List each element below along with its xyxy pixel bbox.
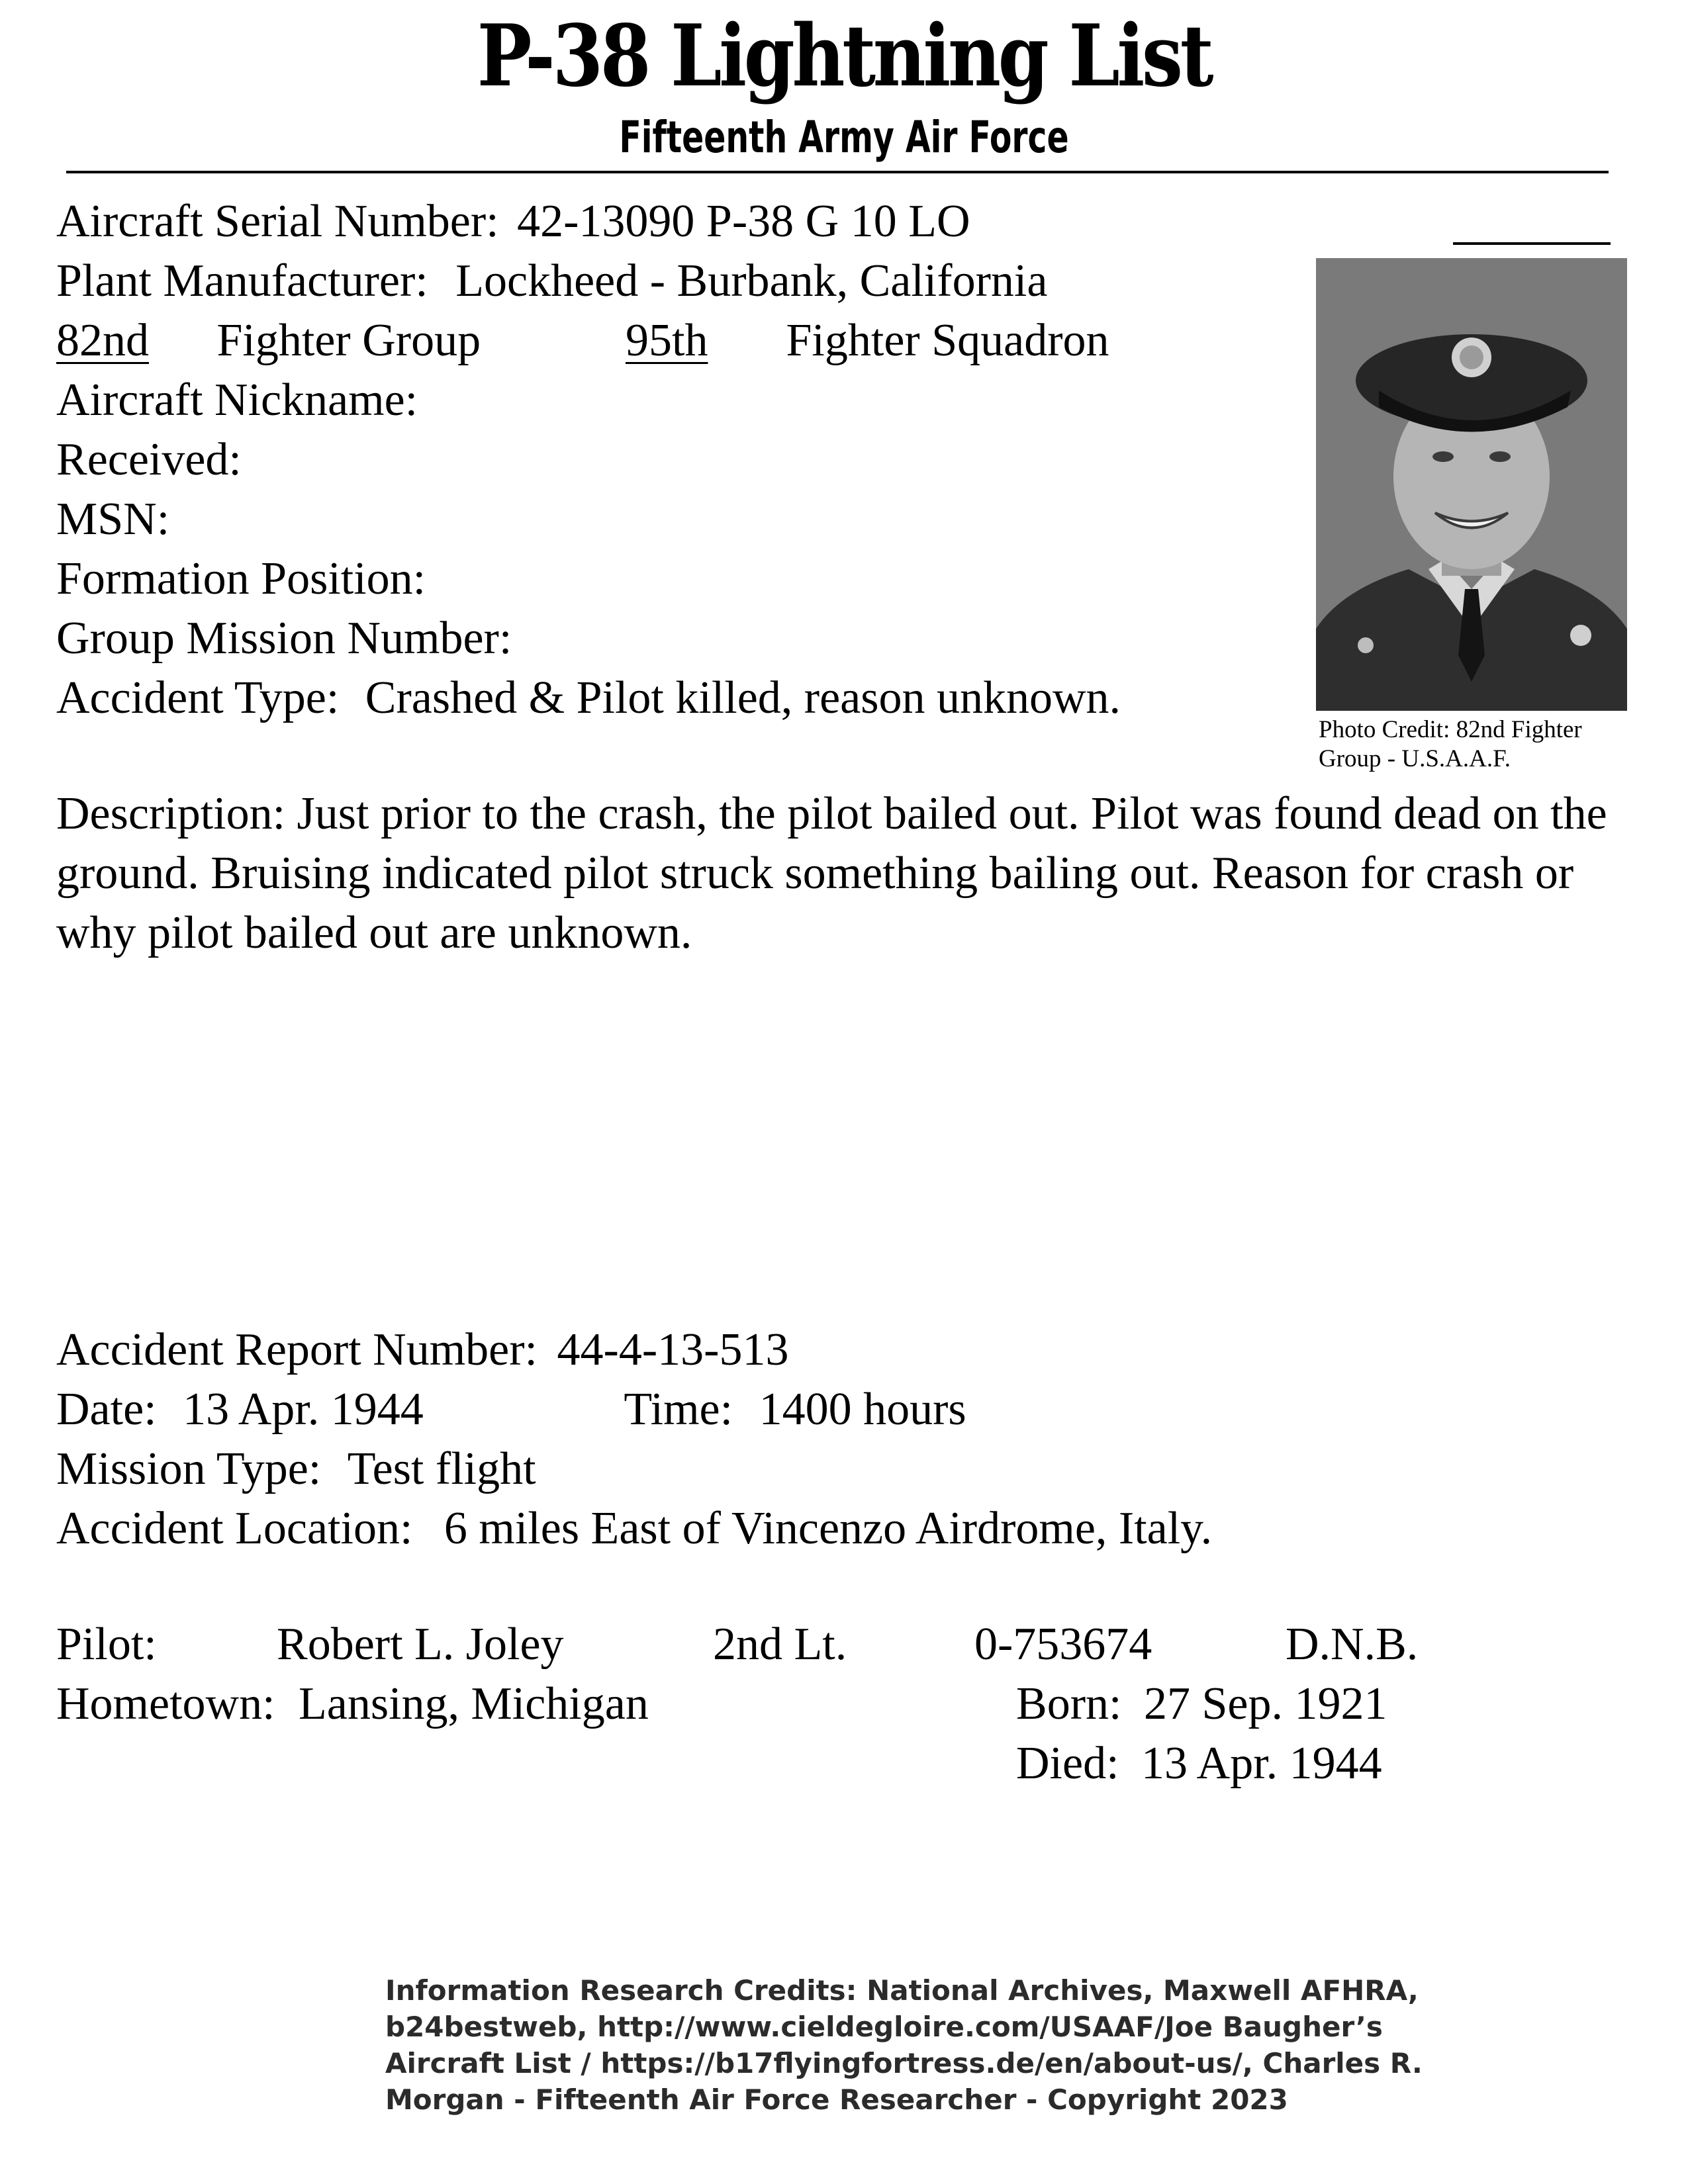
accident-type-label: Accident Type:	[56, 672, 340, 723]
squadron-label: Fighter Squadron	[786, 315, 1109, 366]
hometown-row	[56, 1674, 649, 1734]
manufacturer-value: Lockheed - Burbank, California	[455, 255, 1048, 306]
photo-credit-line1: Photo Credit: 82nd Fighter	[1319, 716, 1582, 743]
accident-location-value: 6 miles East of Vincenzo Airdrome, Italy.	[444, 1503, 1213, 1554]
pilot-rank: 2nd Lt.	[713, 1619, 847, 1670]
credits-line1: Information Research Credits: National Archives, Maxwell AFHRA,	[385, 1974, 1419, 2007]
photo-credit-line2: Group - U.S.A.A.F.	[1319, 745, 1511, 772]
report-number-row	[56, 1320, 788, 1380]
accident-type-value: Crashed & Pilot killed, reason unknown.	[365, 672, 1121, 723]
msn-label: MSN:	[56, 494, 170, 545]
serial-value: 42-13090 P-38 G 10 LO	[517, 196, 970, 247]
pilot-portrait-image	[1316, 258, 1627, 711]
hometown-value: Lansing, Michigan	[299, 1678, 649, 1729]
accident-type-row	[56, 668, 1121, 728]
hometown-label: Hometown:	[56, 1678, 275, 1729]
report-number-label: Accident Report Number:	[56, 1324, 538, 1375]
accident-location-row	[56, 1499, 1212, 1559]
mission-type-row	[56, 1439, 536, 1499]
mission-type-value: Test flight	[347, 1443, 536, 1494]
pilot-photo	[1316, 258, 1627, 711]
credits-line3: Aircraft List / https://b17flyingfortress.de/en/about-us/, Charles R.	[385, 2047, 1423, 2079]
credits-line2: b24bestweb, http://www.cieldegloire.com/USAAF/Joe Baugher’s	[385, 2011, 1383, 2043]
credits-line4: Morgan - Fifteenth Air Force Researcher - Copyright 2023	[385, 2083, 1288, 2116]
nickname-label: Aircraft Nickname:	[56, 375, 418, 426]
date-label: Date:	[56, 1384, 157, 1435]
blank-underline	[1453, 242, 1611, 245]
serial-row	[56, 192, 970, 251]
born-label: Born:	[1016, 1678, 1122, 1729]
born-value: 27 Sep. 1921	[1143, 1678, 1387, 1729]
group-value: 82nd	[56, 315, 149, 366]
time-value: 1400 hours	[759, 1384, 966, 1435]
died-label: Died:	[1016, 1738, 1119, 1789]
manufacturer-row	[56, 251, 1047, 311]
report-number-value: 44-4-13-513	[557, 1324, 789, 1375]
group-squadron-row	[56, 311, 1109, 371]
died-row	[1016, 1734, 1382, 1794]
formation-position-label: Formation Position:	[56, 553, 426, 604]
pilot-name: Robert L. Joley	[277, 1619, 564, 1670]
header-divider	[66, 171, 1609, 173]
received-label: Received:	[56, 434, 242, 485]
serial-label: Aircraft Serial Number:	[56, 196, 499, 247]
pilot-label: Pilot:	[56, 1619, 157, 1670]
group-label: Fighter Group	[216, 315, 481, 366]
page-subtitle: Fifteenth Army Air Force	[619, 112, 1069, 163]
born-row	[1016, 1674, 1387, 1734]
manufacturer-label: Plant Manufacturer:	[56, 255, 428, 306]
date-value: 13 Apr. 1944	[183, 1384, 424, 1435]
group-mission-number-label: Group Mission Number:	[56, 613, 512, 664]
died-value: 13 Apr. 1944	[1141, 1738, 1382, 1789]
description-text: Description: Just prior to the crash, the pilot bailed out. Pilot was found dead on the ground. Bruising indicated pilot struck something bailing out. Reason for crash or why pilot bailed out are unknown.	[56, 788, 1607, 958]
accident-location-label: Accident Location:	[56, 1503, 413, 1554]
page-title: P-38 Lightning List	[477, 7, 1211, 106]
squadron-value: 95th	[626, 315, 708, 366]
date-time-row	[56, 1380, 966, 1439]
pilot-status: D.N.B.	[1286, 1619, 1419, 1670]
pilot-serial-number: 0-753674	[974, 1619, 1152, 1670]
mission-type-label: Mission Type:	[56, 1443, 322, 1494]
time-label: Time:	[624, 1384, 733, 1435]
research-credits	[385, 1972, 1423, 2118]
